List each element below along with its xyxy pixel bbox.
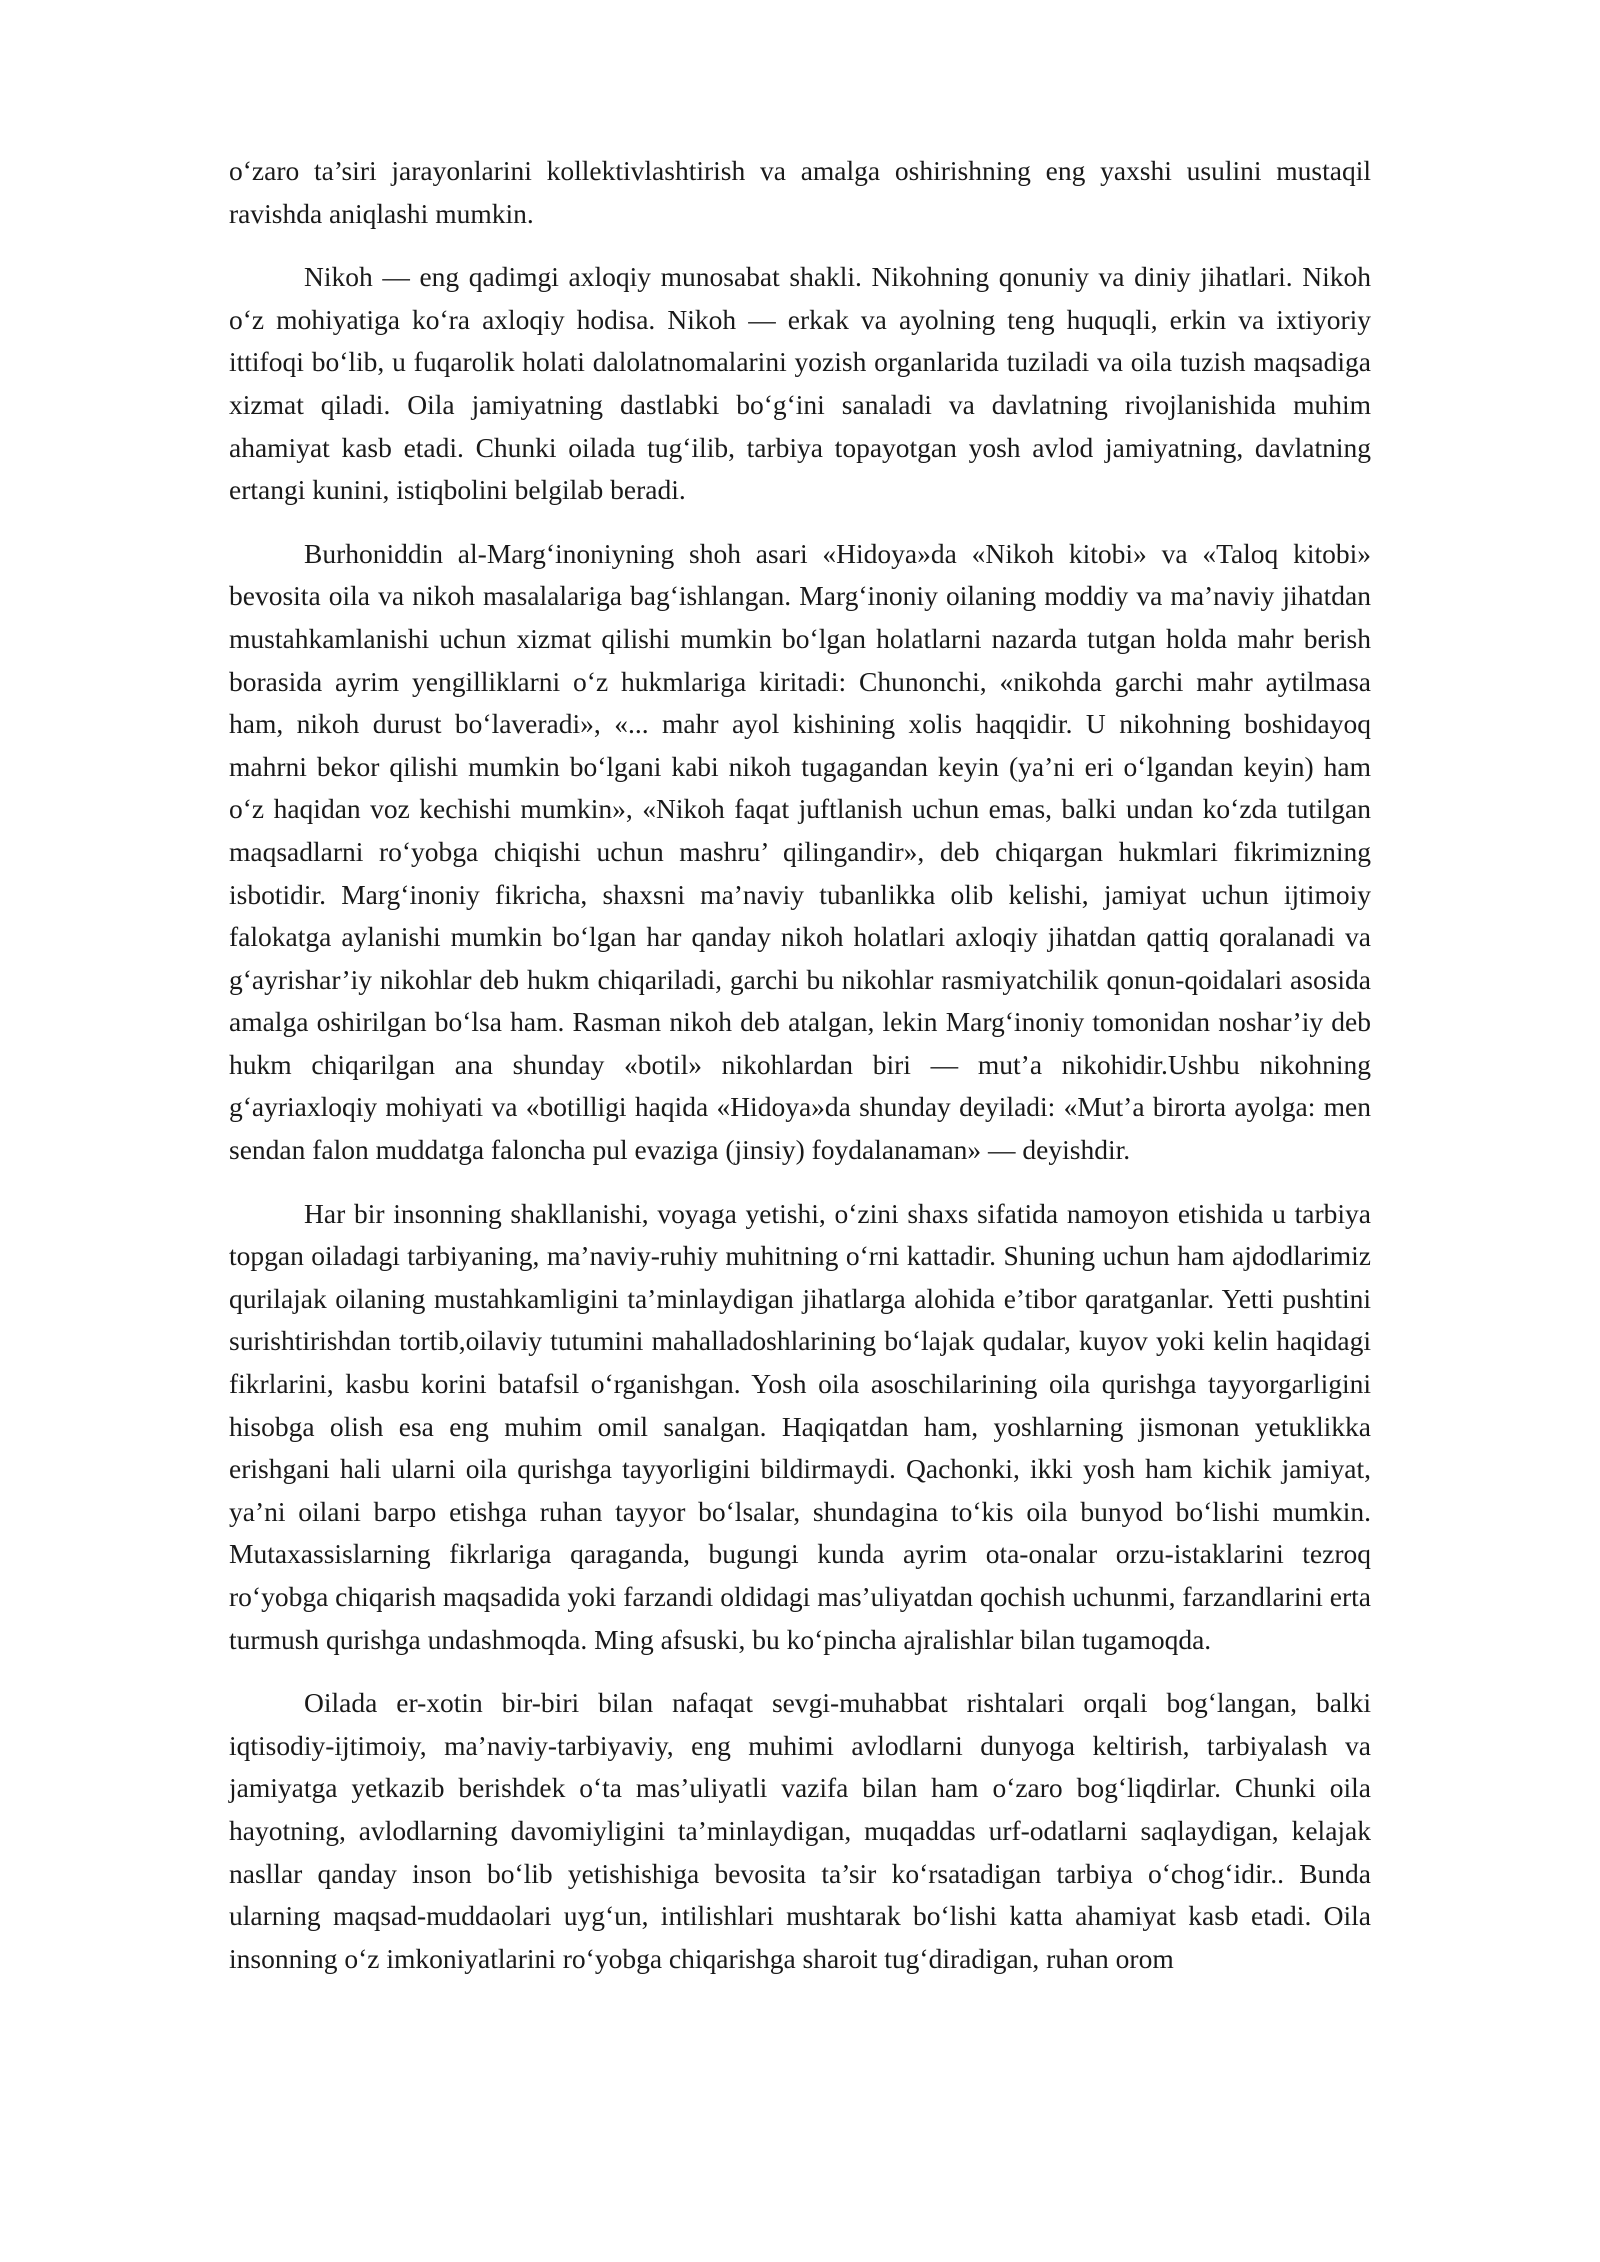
paragraph-4: Har bir insonning shakllanishi, voyaga yetishi, o‘zini shaxs sifatida namoyon etishida u tarbiya topgan oiladagi tarbiyaning, ma’naviy-ruhiy muhitning o‘rni kattadir. Shuning uchun ham ajdodlarimiz qurilajak oilaning mustahkamligini ta’minlaydigan jihatlarga alohida e’tibor qaratganlar. Yetti pushtini surishtirishdan tortib,oilaviy tutumini mahalladoshlarining bo‘lajak qudalar, kuyov yoki kelin haqidagi fikrlarini, kasbu korini batafsil o‘rganishgan. Yosh oila asoschilarining oila qurishga tayyorgarligini hisobga olish esa eng muhim omil sanalgan. Haqiqatdan ham, yoshlarning jismonan yetuklikka erishgani hali ularni oila qurishga tayyorligini bildirmaydi. Qachonki, ikki yosh ham kichik jamiyat, ya’ni oilani barpo etishga ruhan tayyor bo‘lsalar, shundagina to‘kis oila bunyod bo‘lishi mumkin. Mutaxassislarning fikrlariga qaraganda, bugungi kunda ayrim ota-onalar orzu-istaklarini tezroq ro‘yobga chiqarish maqsadida yoki farzandi oldidagi mas’uliyatdan qochish uchunmi, farzandlarini erta turmush qurishga undashmoqda. Ming afsuski, bu ko‘pincha ajralishlar bilan tugamoqda.: [229, 1197, 1371, 1655]
paragraph-2: Nikoh — eng qadimgi axloqiy munosabat shakli. Nikohning qonuniy va diniy jihatlari. Nikoh o‘z mohiyatiga ko‘ra axloqiy hodisa. Nikoh — erkak va ayolning teng huquqli, erkin va ixtiyoriy ittifoqi bo‘lib, u fuqarolik holati dalolatnomalarini yozish organlarida tuziladi va oila tuzish maqsadiga xizmat qiladi. Oila jamiyatning dastlabki bo‘g‘ini sanaladi va davlatning rivojlanishida muhim ahamiyat kasb etadi. Chunki oilada tug‘ilib, tarbiya topayotgan yosh avlod jamiyatning, davlatning ertangi kunini, istiqbolini belgilab beradi.: [229, 261, 1371, 506]
paragraph-1: o‘zaro ta’siri jarayonlarini kollektivlashtirish va amalga oshirishning eng yaxshi usulini mustaqil ravishda aniqlashi mumkin.: [229, 155, 1371, 229]
paragraph-5: Oilada er-xotin bir-biri bilan nafaqat sevgi-muhabbat rishtalari orqali bog‘langan, balki iqtisodiy-ijtimoiy, ma’naviy-tarbiyaviy, eng muhimi avlodlarni dunyoga keltirish, tarbiyalash va jamiyatga yetkazib berishdek o‘ta mas’uliyatli vazifa bilan ham o‘zaro bog‘liqdirlar. Chunki oila hayotning, avlodlarning davomiyligini ta’minlaydigan, muqaddas urf-odatlarni saqlaydigan, kelajak nasllar qanday inson bo‘lib yetishishiga bevosita ta’sir ko‘rsatadigan tarbiya o‘chog‘idir.. Bunda ularning maqsad-muddaolari uyg‘un, intilishlari mushtarak bo‘lishi katta ahamiyat kasb etadi. Oila insonning o‘z imkoniyatlarini ro‘yobga chiqarishga sharoit tug‘diradigan, ruhan orom: [229, 1687, 1371, 1974]
document-page: [229, 150, 1371, 2001]
paragraph-3: Burhoniddin al-Marg‘inoniyning shoh asari «Hidoya»da «Nikoh kitobi» va «Taloq kitobi» bevosita oila va nikoh masalalariga bag‘ishlangan. Marg‘inoniy oilaning moddiy va ma’naviy jihatdan mustahkamlanishi uchun xizmat qilishi mumkin bo‘lgan holatlarni nazarda tutgan holda mahr berish borasida ayrim yengilliklarni o‘z hukmlariga kiritadi: Chunonchi, «nikohda garchi mahr aytilmasa ham, nikoh durust bo‘laveradi», «... mahr ayol kishining xolis haqqidir. U nikohning boshidayoq mahrni bekor qilishi mumkin bo‘lgani kabi nikoh tugagandan keyin (ya’ni eri o‘lgandan keyin) ham o‘z haqidan voz kechishi mumkin», «Nikoh faqat juftlanish uchun emas, balki undan ko‘zda tutilgan maqsadlarni ro‘yobga chiqishi uchun mashru’ qilingandir», deb chiqargan hukmlari fikrimizning isbotidir. Marg‘inoniy fikricha, shaxsni ma’naviy tubanlikka olib kelishi, jamiyat uchun ijtimoiy falokatga aylanishi mumkin bo‘lgan har qanday nikoh holatlari axloqiy jihatdan qattiq qoralanadi va g‘ayrishar’iy nikohlar deb hukm chiqariladi, garchi bu nikohlar rasmiyatchilik qonun-qoidalari asosida amalga oshirilgan bo‘lsa ham. Rasman nikoh deb atalgan, lekin Marg‘inoniy tomonidan noshar’iy deb hukm chiqarilgan ana shunday «botil» nikohlardan biri — mut’a nikohidir.Ushbu nikohning g‘ayriaxloqiy mohiyati va «botilligi haqida «Hidoya»da shunday deyiladi: «Mut’a birorta ayolga: men sendan falon muddatga faloncha pul evaziga (jinsiy) foydalanaman» — deyishdir.: [229, 537, 1371, 1166]
